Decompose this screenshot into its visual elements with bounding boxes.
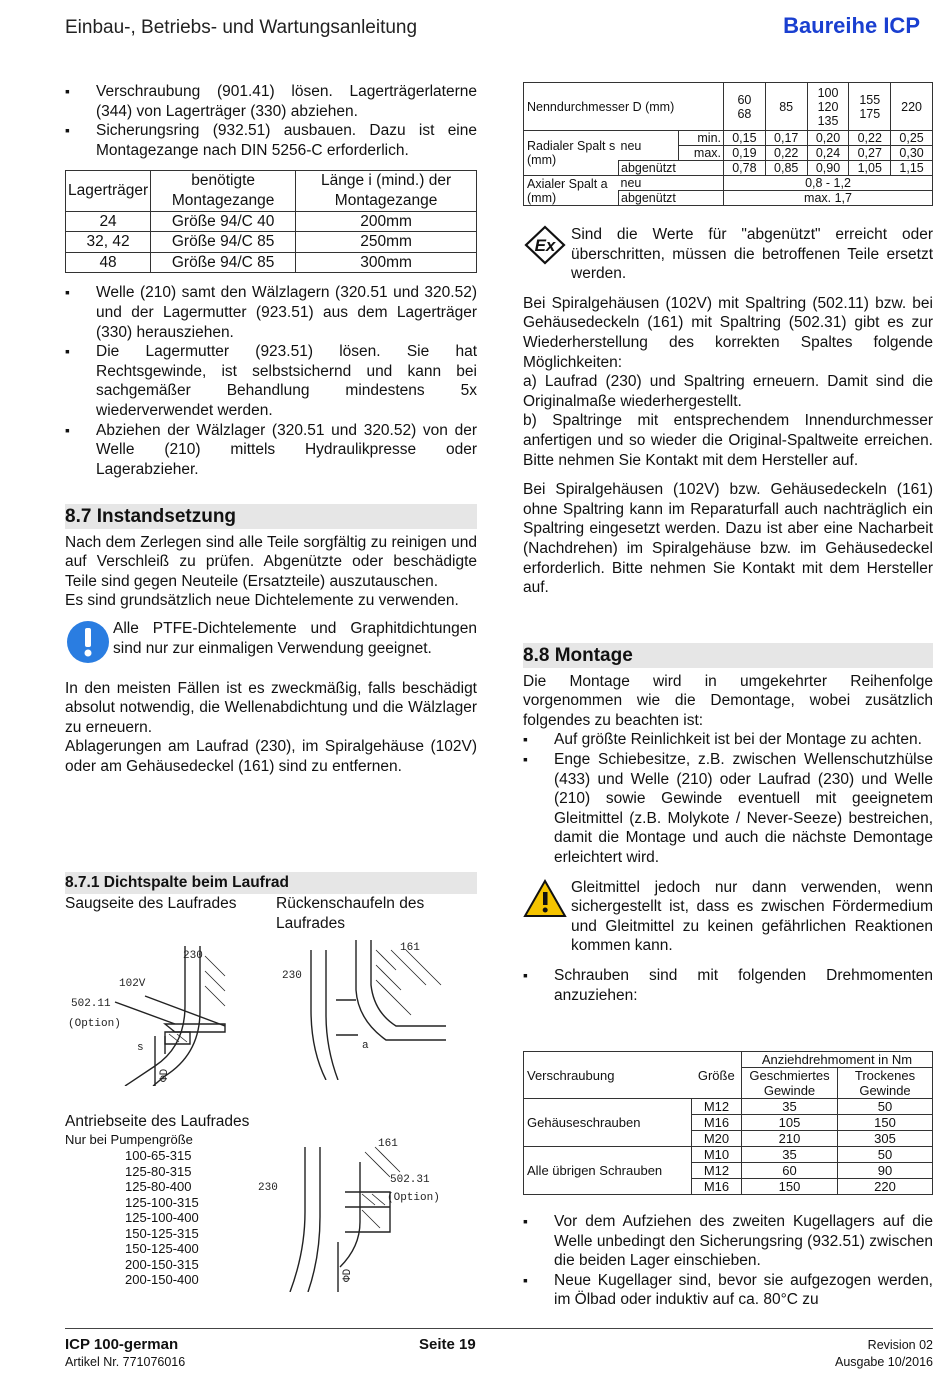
footer-page: Seite 19: [419, 1336, 476, 1353]
list-item: 200-150-315: [125, 1256, 199, 1272]
table-cell: 50: [838, 1099, 933, 1115]
table-cell: max. 1,7: [724, 191, 933, 206]
table-cell: M10: [692, 1147, 742, 1163]
table-cell: 210: [742, 1131, 838, 1147]
rueckenschaufeln-drawing: [276, 930, 476, 1080]
antriebseite-drawing: [250, 1132, 450, 1292]
header-series: Baureihe ICP: [783, 13, 920, 38]
fig-label: ΦD: [159, 1068, 171, 1082]
table-header: benötigte Montagezange: [151, 171, 296, 211]
table-cell: 0,22: [849, 131, 891, 146]
table-cell: 250mm: [296, 232, 477, 253]
fig-label: 102V: [119, 978, 146, 990]
fig-label: s: [137, 1042, 144, 1054]
table-cell: M12: [692, 1163, 742, 1179]
bullet-list-2: [65, 283, 477, 479]
list-item: 125-80-400: [125, 1179, 192, 1194]
table-cell: 220: [838, 1179, 933, 1195]
table-cell: 32, 42: [66, 232, 151, 253]
table-cell: M16: [692, 1115, 742, 1131]
table-header: 100 120 135: [807, 83, 849, 131]
fig-label: 230: [282, 970, 302, 982]
table-cell: 0,22: [765, 146, 807, 161]
fig-label: 161: [400, 942, 420, 954]
table-cell: 24: [66, 211, 151, 232]
fig-label: (Option): [68, 1018, 121, 1030]
list-item: 125-100-400: [125, 1210, 199, 1225]
section-montage: [523, 643, 933, 1005]
paragraph: Bei Spiralgehäusen (102V) bzw. Gehäusedeckeln (161) ohne Spaltring kann im Reparaturfall auch nachträglich ein Spaltring eingesetzt werden. Dazu ist aber eine Nacharbeit (Nachdrehen) im Spiralgehäuse bzw. im Gehäusedeckel erforderlich. Bitte nehmen Sie Kontakt mit dem Hersteller auf.: [523, 481, 933, 597]
list-item: 150-125-400: [125, 1241, 199, 1256]
table-row: [66, 252, 477, 273]
list-item: 150-125-315: [125, 1225, 199, 1241]
table-cell: 1,05: [849, 161, 891, 176]
subsection-dichtspalte: [65, 872, 477, 894]
right-column-top: [523, 225, 933, 598]
table-row: [66, 232, 477, 253]
list-item: ▪ Vor dem Aufziehen des zweiten Kugellagers auf die Welle unbedingt den Sicherungsring (932.51) zwischen die beiden Lager einschieben.: [523, 1212, 933, 1271]
fig-label: 230: [258, 1182, 278, 1194]
table-cell: 0,15: [724, 131, 766, 146]
info-note: [65, 619, 477, 671]
table-cell: M12: [692, 1099, 742, 1115]
table-cell: 1,15: [891, 161, 933, 176]
table-row: [524, 1099, 933, 1115]
fig-label: 230: [183, 950, 203, 962]
table-header: Geschmiertes Gewinde: [742, 1068, 838, 1099]
spalt-table: [523, 82, 933, 206]
ex-note: [523, 225, 933, 284]
paragraph: Bei Spiralgehäusen (102V) mit Spaltring (502.11) bzw. bei Gehäusedeckeln (161) mit Spaltring (502.31) gibt es zur Wiederherstellung des korrekten Spaltes folgende Möglichkeiten:: [523, 294, 933, 371]
table-cell: 35: [742, 1099, 838, 1115]
table-header: 60 68: [724, 83, 766, 131]
table-cell: 0,85: [765, 161, 807, 176]
paragraph: In den meisten Fällen ist es zweckmäßig, falls beschädigt absolut notwendig, die Wellenabdichtung und die Wälzlager zu erneuern.: [65, 679, 477, 736]
table-cell: 35: [742, 1147, 838, 1163]
fig3-note: Nur bei Pumpengröße: [65, 1132, 193, 1147]
table-cell: Größe 94/C 85: [151, 252, 296, 273]
montagezange-table: [65, 170, 477, 273]
table-header: Nenndurchmesser D (mm): [524, 83, 724, 131]
table-header: Anziehdrehmoment in Nm: [742, 1052, 933, 1068]
table-row: [524, 131, 933, 146]
pump-size-list: [125, 1148, 235, 1288]
table-header: 85: [765, 83, 807, 131]
note-text: Alle PTFE-Dichtelemente und Graphitdichtungen sind nur zur einmaligen Verwendung geeignet.: [113, 619, 477, 657]
table-header: 220: [891, 83, 933, 131]
section-instandsetzung: [65, 504, 477, 777]
table-cell: 300mm: [296, 252, 477, 273]
right-column-bottom: [523, 1212, 933, 1310]
table-cell: 150: [838, 1115, 933, 1131]
table-cell: Axialer Spalt a (mm): [524, 176, 619, 206]
paragraph: Die Montage wird in umgekehrter Reihenfolge vorgenommen wie die Demontage, wobei zusätzlich folgendes zu beachten ist:: [523, 672, 933, 729]
section-title: 8.8 Montage: [523, 643, 933, 668]
list-item: 125-80-315: [125, 1163, 192, 1179]
table-row: [524, 83, 933, 131]
table-cell: 0,90: [807, 161, 849, 176]
paragraph: Nach dem Zerlegen sind alle Teile sorgfältig zu reinigen und auf Verschleiß zu prüfen. Abgenützte oder beschädigte Teile sind gegen Neuteile (Ersatzteile) auszutauschen.: [65, 533, 477, 590]
footer-divider: [65, 1328, 933, 1329]
fig2-caption: Rückenschaufeln des Laufrades: [276, 895, 425, 932]
table-cell: 0,25: [891, 131, 933, 146]
warning-icon: [523, 878, 571, 956]
table-cell: 0,17: [765, 131, 807, 146]
subsection-title: 8.7.1 Dichtspalte beim Laufrad: [65, 872, 477, 894]
table-row: [66, 211, 477, 232]
table-header: Größe: [692, 1052, 742, 1099]
footer-article: Artikel Nr. 771076016: [65, 1355, 186, 1369]
table-row: [524, 176, 933, 191]
list-item: ▪ Welle (210) samt den Wälzlagern (320.51 und 320.52) und der Lagermutter (923.51) aus dem Lagerträger (330) herausziehen.: [65, 283, 477, 342]
table-cell: M20: [692, 1131, 742, 1147]
header-title: Einbau-, Betriebs- und Wartungsanleitung: [65, 17, 418, 38]
list-item: ▪ Auf größte Reinlichkeit ist bei der Montage zu achten.: [523, 730, 933, 750]
fig-label: 161: [378, 1138, 398, 1150]
bullet-list-5: [523, 1212, 933, 1310]
table-cell: max.: [679, 146, 724, 161]
list-item: ▪ Neue Kugellager sind, bevor sie aufgezogen werden, im Ölbad oder induktiv auf ca. 80°C zu: [523, 1271, 933, 1310]
table-row: [524, 1052, 933, 1068]
paragraph: b) Spaltringe mit entsprechendem Innendurchmesser anfertigen und so wieder die Original-Spaltweite erreichen. Bitte nehmen Sie Kontakt mit dem Hersteller auf.: [523, 412, 933, 469]
fig1-caption: Saugseite des Laufrades: [65, 895, 237, 912]
table-cell: Größe 94/C 85: [151, 232, 296, 253]
table-header: Trockenes Gewinde: [838, 1068, 933, 1099]
table-cell: 0,19: [724, 146, 766, 161]
list-item: ▪ Abziehen der Wälzlager (320.51 und 320.52) von der Welle (210) mittels Hydraulikpresse oder Lagerabzieher.: [65, 421, 477, 480]
table-cell: neu: [619, 131, 679, 161]
list-item: ▪ Schrauben sind mit folgenden Drehmomenten anzuziehen:: [523, 966, 933, 1005]
list-item: ▪ Die Lagermutter (923.51) lösen. Sie hat Rechtsgewinde, ist selbstsichernd und kann bei sachgemäßer Behandlung mindestens 5x wiederverwendet werden.: [65, 342, 477, 420]
table-cell: abgenützt: [619, 161, 724, 176]
table-cell: Radialer Spalt s (mm): [524, 131, 619, 176]
table-cell: M16: [692, 1179, 742, 1195]
exclamation-icon: [65, 619, 113, 671]
bullet-list-3: [523, 730, 933, 867]
warning-note: [523, 878, 933, 956]
paragraph: Es sind grundsätzlich neue Dichtelemente zu verwenden.: [65, 592, 459, 610]
section-title: 8.7 Instandsetzung: [65, 504, 477, 529]
table-cell: Alle übrigen Schrauben: [524, 1147, 692, 1195]
fig-label: 502.31: [390, 1174, 430, 1186]
footer-doc: ICP 100-german: [65, 1336, 179, 1353]
saugseite-drawing: [65, 936, 275, 1086]
table-row: [524, 1147, 933, 1163]
bullet-list-4: [523, 966, 933, 1005]
list-item: 125-100-315: [125, 1194, 199, 1210]
table-cell: 105: [742, 1115, 838, 1131]
list-item: ▪ Sicherungsring (932.51) ausbauen. Dazu ist eine Montagezange nach DIN 5256-C erforderlich.: [65, 121, 477, 160]
footer-revision: Revision 02: [867, 1338, 933, 1352]
footer-issue: Ausgabe 10/2016: [834, 1355, 933, 1369]
table-cell: 60: [742, 1163, 838, 1179]
note-text: Gleitmittel jedoch nur dann verwenden, wenn sichergestellt ist, dass es zwischen Fördermedium und Gleitmittel zu keinen gefährlichen Reaktionen kommen kann.: [571, 878, 933, 955]
table-cell: 0,30: [891, 146, 933, 161]
list-item: ▪ Verschraubung (901.41) lösen. Lagerträgerlaterne (344) von Lagerträger (330) abziehen.: [65, 82, 477, 121]
fig-label: (Option): [387, 1192, 440, 1204]
table-cell: min.: [679, 131, 724, 146]
bullet-list-1: [65, 82, 477, 160]
left-column: [65, 82, 477, 479]
svg-text:Ex: Ex: [534, 236, 556, 255]
table-cell: 48: [66, 252, 151, 273]
table-header: Verschraubung: [524, 1052, 692, 1099]
table-cell: neu: [619, 176, 724, 191]
paragraph: a) Laufrad (230) und Spaltring erneuern. Damit sind die Originalmaße wiederhergestellt.: [523, 373, 933, 410]
table-cell: 50: [838, 1147, 933, 1163]
table-cell: abgenützt: [619, 191, 724, 206]
fig3-caption: Antriebseite des Laufrades: [65, 1113, 250, 1130]
paragraph: Ablagerungen am Laufrad (230), im Spiralgehäuse (102V) oder am Gehäusedeckel (161) sind zu entfernen.: [65, 738, 477, 775]
table-cell: 0,78: [724, 161, 766, 176]
drehmoment-table: [523, 1051, 933, 1195]
table-cell: 200mm: [296, 211, 477, 232]
table-cell: Größe 94/C 40: [151, 211, 296, 232]
list-item: ▪ Enge Schiebesitze, z.B. zwischen Wellenschutzhülse (433) und Welle (210) oder Laufrad (230) und Welle (210) sowie Gewinde eventuell mit geeignetem Gleitmittel (z.B. Molykote / Never-Seeze) bestreichen, damit die Montage und auch die nächste Demontage erleichtert wird.: [523, 750, 933, 868]
note-text: Sind die Werte für "abgenützt" erreicht oder überschritten, müssen die betroffenen Teile ersetzt werden.: [571, 226, 933, 283]
table-cell: Gehäuseschrauben: [524, 1099, 692, 1147]
table-header: Lagerträger: [66, 171, 151, 211]
table-cell: 150: [742, 1179, 838, 1195]
table-cell: 0,8 - 1,2: [724, 176, 933, 191]
table-cell: 305: [838, 1131, 933, 1147]
table-cell: 0,24: [807, 146, 849, 161]
list-item: 100-65-315: [125, 1148, 192, 1163]
list-item: 200-150-400: [125, 1272, 199, 1287]
table-header: Länge i (mind.) der Montagezange: [296, 171, 477, 211]
table-cell: 0,27: [849, 146, 891, 161]
fig-label: ΦD: [342, 1268, 354, 1282]
ex-icon: [523, 225, 571, 284]
table-cell: 90: [838, 1163, 933, 1179]
table-header: 155 175: [849, 83, 891, 131]
table-cell: 0,20: [807, 131, 849, 146]
fig-label: a: [362, 1040, 369, 1052]
fig-label: 502.11: [71, 998, 111, 1010]
